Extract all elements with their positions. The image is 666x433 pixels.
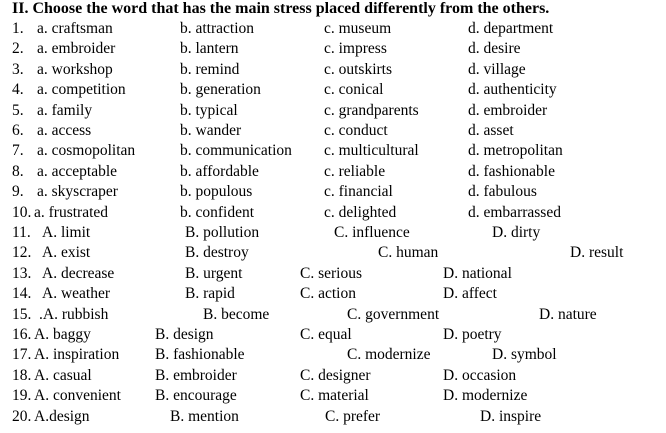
question-row bbox=[0, 141, 666, 161]
option-a: A. limit bbox=[42, 224, 91, 241]
question-row bbox=[0, 162, 666, 182]
question-number: 20. bbox=[12, 407, 32, 425]
option-a: a. frustrated bbox=[34, 203, 109, 221]
option-a: a. cosmopolitan bbox=[37, 142, 136, 160]
option-a: A. inspiration bbox=[34, 346, 120, 364]
option-c: c. grandparents bbox=[324, 101, 419, 119]
exercise-title: II. Choose the word that has the main stress placed differently from the others. bbox=[12, 0, 550, 17]
option-a: A. casual bbox=[34, 366, 92, 384]
option-c: C. serious bbox=[300, 264, 362, 282]
question-row bbox=[0, 386, 666, 406]
question-number: 9. bbox=[12, 183, 24, 201]
option-d: d. metropolitan bbox=[468, 142, 563, 160]
option-d: D. symbol bbox=[492, 346, 557, 364]
option-c: c. conical bbox=[324, 81, 384, 99]
option-a: a. access bbox=[37, 122, 92, 139]
option-d: d. embarrassed bbox=[468, 203, 561, 221]
option-d: d. fashionable bbox=[468, 162, 555, 180]
option-d: d. embroider bbox=[468, 101, 548, 119]
option-b: b. confident bbox=[180, 203, 255, 221]
option-b: B. embroider bbox=[155, 366, 237, 384]
option-a: A. baggy bbox=[34, 326, 91, 343]
option-c: c. multicultural bbox=[324, 142, 419, 160]
question-row bbox=[0, 101, 666, 121]
option-b: B. design bbox=[155, 326, 214, 343]
option-c: c. conduct bbox=[324, 122, 388, 139]
option-c: C. modernize bbox=[347, 346, 431, 364]
option-d: D. inspire bbox=[480, 407, 542, 425]
option-b: b. typical bbox=[180, 101, 238, 119]
option-c: C. human bbox=[378, 244, 439, 262]
option-c: c. museum bbox=[324, 20, 392, 37]
option-d: D. dirty bbox=[492, 224, 541, 241]
question-row bbox=[0, 284, 666, 304]
question-row bbox=[0, 80, 666, 100]
question-number: 6. bbox=[12, 122, 24, 139]
question-row bbox=[0, 182, 666, 202]
option-d: D. modernize bbox=[443, 387, 528, 405]
option-c: c. outskirts bbox=[324, 60, 393, 78]
question-number: 19. bbox=[12, 387, 32, 405]
question-row bbox=[0, 39, 666, 59]
question-row bbox=[0, 325, 666, 345]
option-c: C. action bbox=[300, 285, 356, 303]
option-d: D. national bbox=[443, 264, 512, 282]
option-c: C. prefer bbox=[325, 407, 381, 425]
option-b: b. wander bbox=[180, 122, 242, 139]
question-row bbox=[0, 305, 666, 325]
option-a: a. skyscraper bbox=[37, 183, 118, 201]
question-number: 12. bbox=[12, 244, 32, 262]
option-a: a. competition bbox=[37, 81, 126, 99]
option-c: c. financial bbox=[324, 183, 393, 201]
question-number: 14. bbox=[12, 285, 32, 303]
option-d: d. authenticity bbox=[468, 81, 557, 99]
question-number: 10. bbox=[12, 203, 32, 221]
option-b: b. populous bbox=[180, 183, 253, 201]
question-number: 4. bbox=[12, 81, 24, 99]
question-row bbox=[0, 60, 666, 80]
option-a: .A. rubbish bbox=[39, 305, 109, 323]
option-a: a. family bbox=[37, 101, 93, 119]
question-number: 11. bbox=[12, 224, 31, 241]
question-number: 16. bbox=[12, 326, 32, 343]
option-c: C. designer bbox=[300, 366, 371, 384]
option-d: d. fabulous bbox=[468, 183, 537, 201]
question-row bbox=[0, 121, 666, 141]
question-number: 3. bbox=[12, 60, 24, 78]
option-a: a. workshop bbox=[37, 60, 113, 78]
option-b: B. destroy bbox=[185, 244, 249, 262]
option-d: D. poetry bbox=[443, 326, 502, 343]
option-c: C. equal bbox=[300, 326, 352, 343]
option-b: B. rapid bbox=[185, 285, 235, 303]
question-row bbox=[0, 243, 666, 263]
question-number: 13. bbox=[12, 264, 32, 282]
option-a: A. convenient bbox=[34, 387, 121, 405]
option-c: c. impress bbox=[324, 40, 387, 58]
option-a: A. weather bbox=[42, 285, 110, 303]
option-c: C. government bbox=[347, 305, 440, 323]
question-number: 8. bbox=[12, 162, 24, 180]
question-row bbox=[0, 407, 666, 427]
question-row bbox=[0, 223, 666, 243]
question-number: 7. bbox=[12, 142, 24, 160]
option-b: b. lantern bbox=[180, 40, 239, 58]
option-d: D. nature bbox=[539, 305, 597, 323]
option-a: a. craftsman bbox=[37, 20, 113, 37]
option-d: d. asset bbox=[468, 122, 514, 139]
option-d: D. occasion bbox=[443, 366, 517, 384]
question-number: 18. bbox=[12, 366, 32, 384]
question-number: 17. bbox=[12, 346, 32, 364]
option-a: A. decrease bbox=[42, 264, 115, 282]
option-c: c. reliable bbox=[324, 162, 386, 180]
option-b: b. generation bbox=[180, 81, 261, 99]
option-c: C. material bbox=[300, 387, 369, 405]
option-d: D. affect bbox=[443, 285, 497, 303]
option-b: B. fashionable bbox=[155, 346, 245, 364]
question-row bbox=[0, 19, 666, 39]
option-d: D. result bbox=[570, 244, 624, 262]
option-d: d. desire bbox=[468, 40, 521, 58]
option-b: b. affordable bbox=[180, 162, 259, 180]
question-number: 15. bbox=[12, 305, 32, 323]
option-a: a. embroider bbox=[37, 40, 116, 58]
question-row bbox=[0, 264, 666, 284]
option-b: b. remind bbox=[180, 60, 240, 78]
option-b: B. encourage bbox=[155, 387, 237, 405]
option-b: B. urgent bbox=[185, 264, 243, 282]
option-b: b. communication bbox=[180, 142, 292, 160]
question-row bbox=[0, 345, 666, 365]
option-c: C. influence bbox=[334, 224, 410, 241]
question-row bbox=[0, 366, 666, 386]
option-a: a. acceptable bbox=[37, 162, 118, 180]
option-b: B. become bbox=[203, 305, 270, 323]
option-a: A.design bbox=[34, 407, 90, 425]
option-a: A. exist bbox=[42, 244, 91, 262]
option-b: b. attraction bbox=[180, 20, 255, 37]
question-row bbox=[0, 203, 666, 223]
option-b: B. pollution bbox=[185, 224, 260, 241]
option-d: d. department bbox=[468, 20, 554, 37]
option-b: B. mention bbox=[170, 407, 239, 425]
option-d: d. village bbox=[468, 60, 526, 78]
option-c: c. delighted bbox=[324, 203, 397, 221]
question-number: 5. bbox=[12, 101, 24, 119]
question-number: 2. bbox=[12, 40, 24, 58]
question-number: 1. bbox=[12, 20, 24, 37]
